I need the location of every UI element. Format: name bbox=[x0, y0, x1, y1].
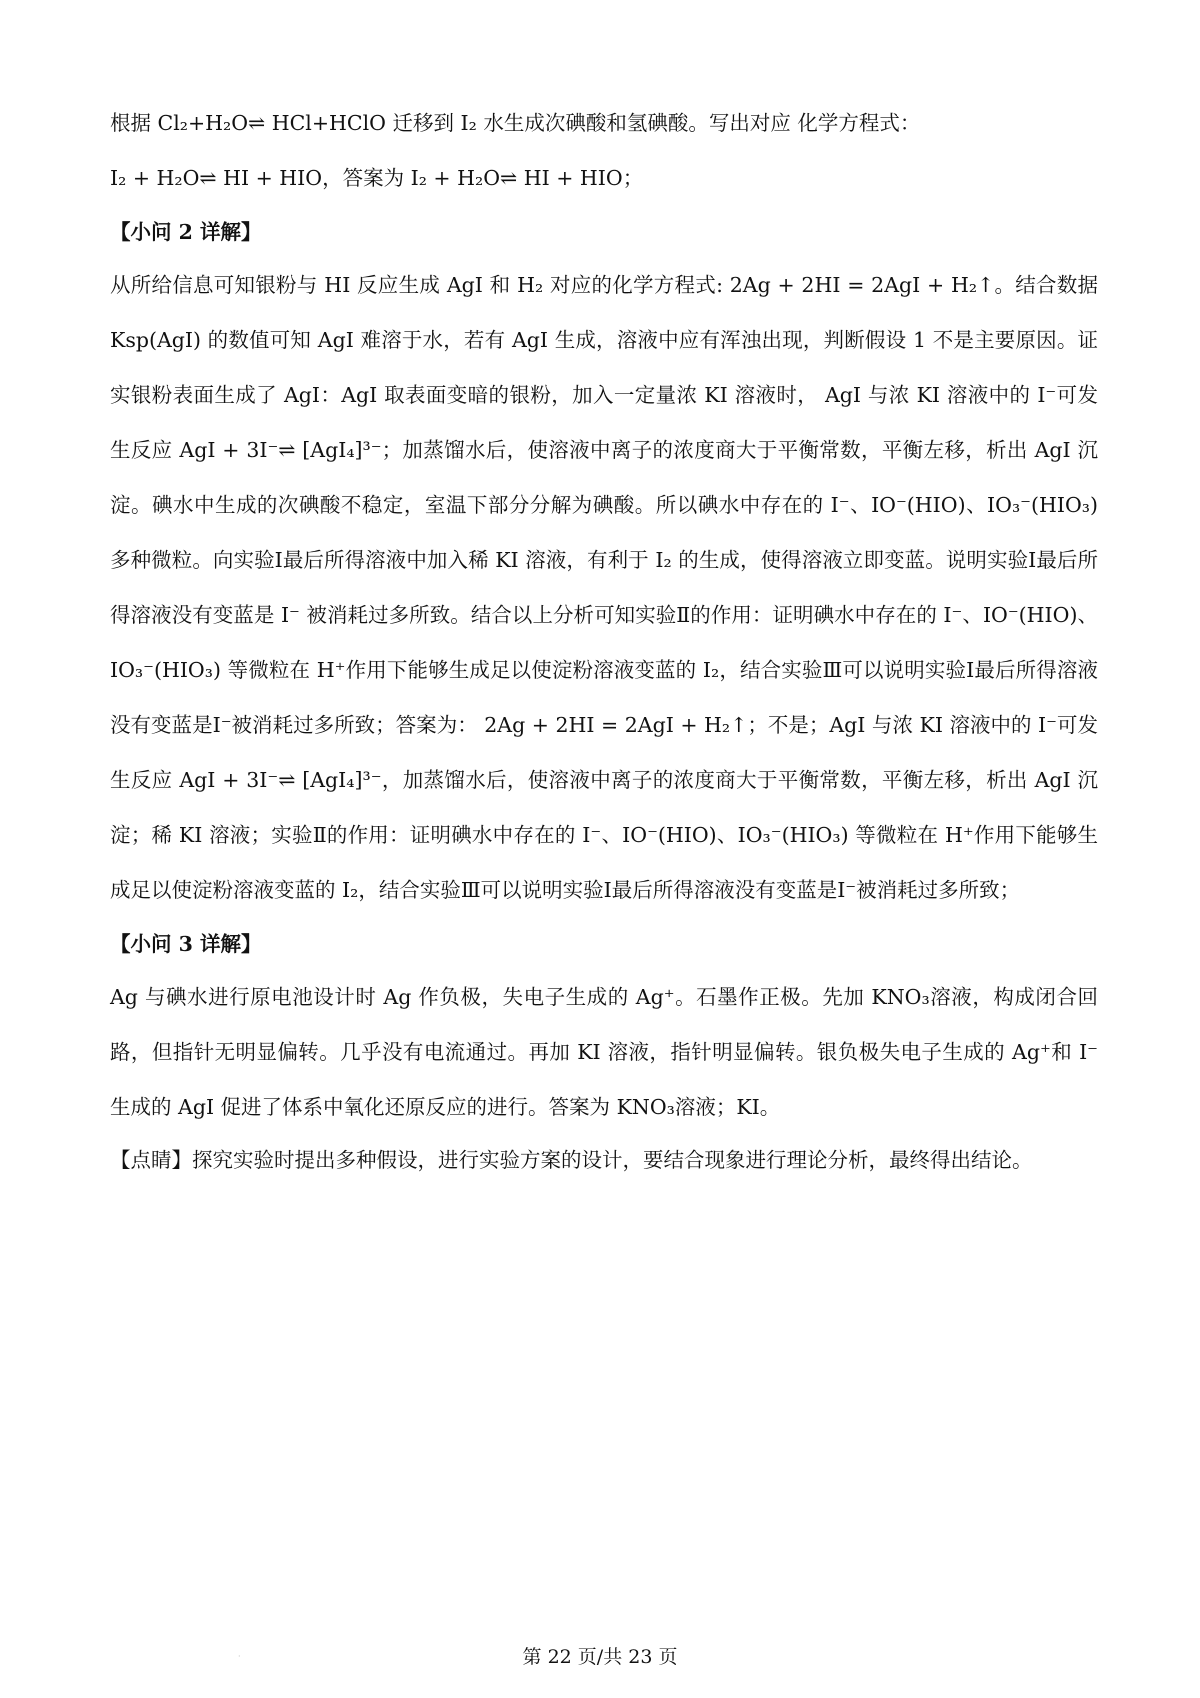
paragraph-tip: 【点睛】探究实验时提出多种假设，进行实验方案的设计，要结合现象进行理论分析，最终得出结论。 bbox=[110, 1148, 1033, 1172]
paragraph-2: I₂ + H₂O⇌ HI + HIO，答案为 I₂ + H₂O⇌ HI + HIO； bbox=[110, 166, 644, 190]
scan-dot: · bbox=[238, 1652, 241, 1661]
section-heading-q3: 【小问 3 详解】 bbox=[110, 932, 262, 956]
section-heading-q2: 【小问 2 详解】 bbox=[110, 220, 262, 244]
page-footer: 第 22 页/共 23 页 bbox=[522, 1646, 678, 1668]
paragraph-q3-detail: Ag 与碘水进行原电池设计时 Ag 作负极，失电子生成的 Ag⁺。石墨作正极。先加 KNO₃溶液，构成闭合回路，但指针无明显偏转。几乎没有电流通过。再加 KI 溶液，指针明显偏转。银负极失电子生成的 Ag⁺和 I⁻生成的 AgI 促进了体系中氧化还原反应的进行。答案为 KNO₃溶液；KI。 bbox=[110, 985, 1098, 1119]
document-body bbox=[110, 96, 1098, 1185]
paragraph-q2-detail: 从所给信息可知银粉与 HI 反应生成 AgI 和 H₂ 对应的化学方程式: 2Ag + 2HI = 2AgI + H₂↑。结合数据 Ksp(AgI) 的数值可知 AgI 难溶于水，若有 AgI 生成，溶液中应有浑浊出现，判断假设 1 不是主要原因。证实银粉表面生成了 AgI：AgI 取表面变暗的银粉，加入一定量浓 KI 溶液时， AgI 与浓 KI 溶液中的 I⁻可发生反应 AgI + 3I⁻⇌ [AgI₄]³⁻；加蒸馏水后，使溶液中离子的浓度商大于平衡常数，平衡左移，析出 AgI 沉淀。碘水中生成的次碘酸不稳定，室温下部分分解为碘酸。所以碘水中存在的 I⁻、IO⁻(HIO)、IO₃⁻(HIO₃) 多种微粒。向实验Ⅰ最后所得溶液中加入稀 KI 溶液，有利于 I₂ 的生成，使得溶液立即变蓝。说明实验Ⅰ最后所得溶液没有变蓝是 I⁻ 被消耗过多所致。结合以上分析可知实验Ⅱ的作用：证明碘水中存在的 I⁻、IO⁻(HIO)、IO₃⁻(HIO₃) 等微粒在 H⁺作用下能够生成足以使淀粉溶液变蓝的 I₂，结合实验Ⅲ可以说明实验Ⅰ最后所得溶液没有变蓝是Ⅰ⁻被消耗过多所致；答案为： 2Ag + 2HI = 2AgI + H₂↑；不是；AgI 与浓 KI 溶液中的 I⁻可发生反应 AgI + 3I⁻⇌ [AgI₄]³⁻，加蒸馏水后，使溶液中离子的浓度商大于平衡常数，平衡左移，析出 AgI 沉淀；稀 KI 溶液；实验Ⅱ的作用：证明碘水中存在的 I⁻、IO⁻(HIO)、IO₃⁻(HIO₃) 等微粒在 H⁺作用下能够生成足以使淀粉溶液变蓝的 I₂，结合实验Ⅲ可以说明实验Ⅰ最后所得溶液没有变蓝是Ⅰ⁻被消耗过多所致； bbox=[110, 273, 1098, 902]
paragraph-1: 根据 Cl₂+H₂O⇌ HCl+HClO 迁移到 I₂ 水生成次碘酸和氢碘酸。写出对应 化学方程式： bbox=[110, 111, 921, 135]
